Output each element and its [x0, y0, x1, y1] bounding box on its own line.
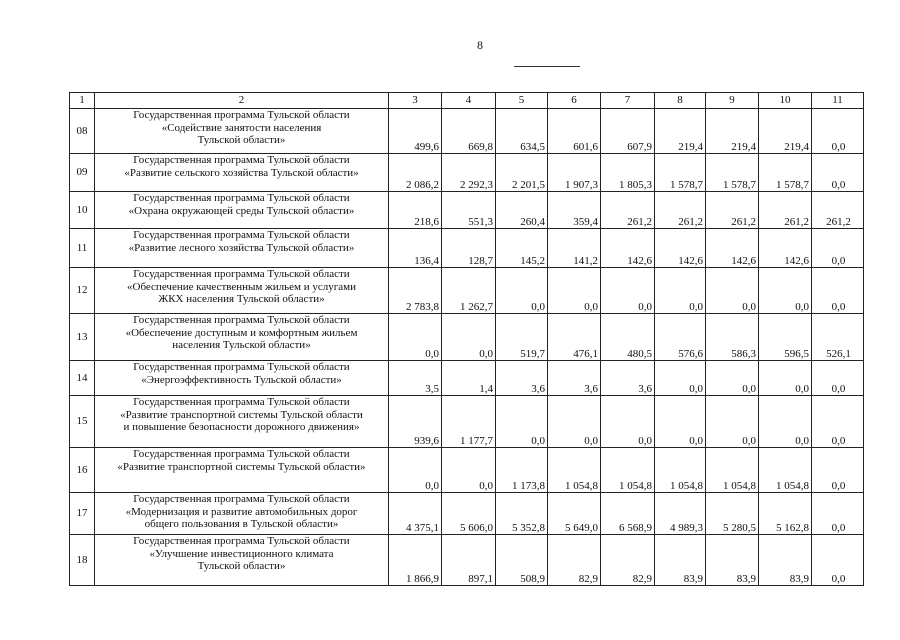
- program-name-line: Тульской области»: [197, 134, 286, 146]
- value-cell: 1 054,8: [759, 448, 812, 493]
- program-name: [95, 535, 389, 586]
- program-name-line: «Охрана окружающей среды Тульской области»: [128, 204, 355, 217]
- value-cell: 142,6: [601, 229, 655, 268]
- value-cell: 0,0: [812, 109, 864, 154]
- value-cell: 519,7: [496, 314, 548, 361]
- column-number-cell: 7: [601, 93, 655, 109]
- value-cell: 3,5: [389, 361, 442, 396]
- table-row: [70, 396, 864, 448]
- value-cell: 136,4: [389, 229, 442, 268]
- value-cell: 0,0: [655, 396, 706, 448]
- value-cell: 219,4: [759, 109, 812, 154]
- table-row: [70, 493, 864, 535]
- value-cell: 0,0: [759, 396, 812, 448]
- value-cell: 4 989,3: [655, 493, 706, 535]
- value-cell: 0,0: [548, 268, 601, 314]
- value-cell: 1 054,8: [655, 448, 706, 493]
- value-cell: 0,0: [812, 268, 864, 314]
- program-name-line: Тульской области»: [197, 560, 286, 572]
- program-name-line: «Модернизация и развитие автомобильных дорог: [125, 505, 358, 518]
- program-name-line: ЖКХ населения Тульской области»: [158, 293, 325, 305]
- value-cell: 2 086,2: [389, 154, 442, 192]
- program-name-line: Государственная программа Тульской области: [133, 535, 350, 547]
- program-code: 12: [70, 268, 95, 314]
- program-name-line: Государственная программа Тульской области: [133, 154, 350, 166]
- value-cell: 0,0: [812, 361, 864, 396]
- program-code: 16: [70, 448, 95, 493]
- value-cell: 1 578,7: [706, 154, 759, 192]
- program-name: [95, 314, 389, 361]
- table-row: [70, 229, 864, 268]
- value-cell: 1 578,7: [759, 154, 812, 192]
- program-name: [95, 109, 389, 154]
- value-cell: 1 054,8: [601, 448, 655, 493]
- program-name: [95, 192, 389, 229]
- value-cell: 1 805,3: [601, 154, 655, 192]
- value-cell: 0,0: [706, 361, 759, 396]
- value-cell: 0,0: [548, 396, 601, 448]
- value-cell: 0,0: [706, 268, 759, 314]
- value-cell: 0,0: [759, 361, 812, 396]
- table-row: [70, 109, 864, 154]
- value-cell: 2 201,5: [496, 154, 548, 192]
- program-name-line: Государственная программа Тульской области: [133, 448, 350, 460]
- program-name-line: Государственная программа Тульской области: [133, 192, 350, 204]
- program-name-line: Государственная программа Тульской области: [133, 314, 350, 326]
- value-cell: 0,0: [706, 396, 759, 448]
- value-cell: 0,0: [601, 396, 655, 448]
- value-cell: 4 375,1: [389, 493, 442, 535]
- value-cell: 359,4: [548, 192, 601, 229]
- value-cell: 1,4: [442, 361, 496, 396]
- program-name: [95, 396, 389, 448]
- value-cell: 142,6: [655, 229, 706, 268]
- value-cell: 499,6: [389, 109, 442, 154]
- value-cell: 3,6: [548, 361, 601, 396]
- value-cell: 261,2: [601, 192, 655, 229]
- value-cell: 83,9: [706, 535, 759, 586]
- column-number-cell: 10: [759, 93, 812, 109]
- value-cell: 5 280,5: [706, 493, 759, 535]
- value-cell: 0,0: [442, 448, 496, 493]
- value-cell: 1 866,9: [389, 535, 442, 586]
- program-code: 17: [70, 493, 95, 535]
- table-row: [70, 448, 864, 493]
- program-name: [95, 448, 389, 493]
- value-cell: 476,1: [548, 314, 601, 361]
- value-cell: 219,4: [706, 109, 759, 154]
- program-name-line: «Развитие сельского хозяйства Тульской области»: [124, 166, 359, 179]
- value-cell: 0,0: [389, 448, 442, 493]
- value-cell: 2 292,3: [442, 154, 496, 192]
- program-name-line: общего пользования в Тульской области»: [144, 518, 339, 530]
- value-cell: 141,2: [548, 229, 601, 268]
- program-name-line: «Развитие лесного хозяйства Тульской области»: [128, 241, 355, 254]
- column-number-cell: 4: [442, 93, 496, 109]
- program-name-line: Государственная программа Тульской области: [133, 109, 350, 121]
- table-row: [70, 361, 864, 396]
- column-number-cell: 11: [812, 93, 864, 109]
- value-cell: 1 907,3: [548, 154, 601, 192]
- value-cell: 1 578,7: [655, 154, 706, 192]
- column-number-cell: 1: [70, 93, 95, 109]
- program-name: [95, 229, 389, 268]
- program-name: [95, 361, 389, 396]
- program-name-line: «Обеспечение доступным и комфортным жильем: [125, 326, 358, 339]
- page-number: 8: [477, 38, 483, 52]
- value-cell: 82,9: [548, 535, 601, 586]
- value-cell: 601,6: [548, 109, 601, 154]
- column-number-row: [70, 93, 864, 109]
- value-cell: 5 162,8: [759, 493, 812, 535]
- value-cell: 5 352,8: [496, 493, 548, 535]
- value-cell: 0,0: [655, 361, 706, 396]
- value-cell: 897,1: [442, 535, 496, 586]
- program-name-line: Государственная программа Тульской области: [133, 493, 350, 505]
- value-cell: 142,6: [706, 229, 759, 268]
- table-row: [70, 314, 864, 361]
- value-cell: 669,8: [442, 109, 496, 154]
- program-name: [95, 268, 389, 314]
- value-cell: 261,2: [759, 192, 812, 229]
- value-cell: 586,3: [706, 314, 759, 361]
- value-cell: 128,7: [442, 229, 496, 268]
- value-cell: 218,6: [389, 192, 442, 229]
- value-cell: 6 568,9: [601, 493, 655, 535]
- value-cell: 142,6: [759, 229, 812, 268]
- value-cell: 0,0: [812, 493, 864, 535]
- value-cell: 260,4: [496, 192, 548, 229]
- program-name-line: и повышение безопасности дорожного движения»: [123, 421, 360, 433]
- value-cell: 261,2: [706, 192, 759, 229]
- column-number-cell: 5: [496, 93, 548, 109]
- column-number-cell: 2: [95, 93, 389, 109]
- value-cell: 0,0: [655, 268, 706, 314]
- value-cell: 261,2: [812, 192, 864, 229]
- value-cell: 261,2: [655, 192, 706, 229]
- value-cell: 480,5: [601, 314, 655, 361]
- value-cell: 1 262,7: [442, 268, 496, 314]
- program-name-line: населения Тульской области»: [172, 339, 311, 351]
- value-cell: 634,5: [496, 109, 548, 154]
- value-cell: 1 054,8: [548, 448, 601, 493]
- table-row: [70, 192, 864, 229]
- table-row: [70, 268, 864, 314]
- value-cell: 145,2: [496, 229, 548, 268]
- column-number-cell: 6: [548, 93, 601, 109]
- program-code: 11: [70, 229, 95, 268]
- column-number-cell: 8: [655, 93, 706, 109]
- value-cell: 0,0: [812, 535, 864, 586]
- value-cell: 0,0: [812, 229, 864, 268]
- value-cell: 82,9: [601, 535, 655, 586]
- program-name-line: «Обеспечение качественным жильем и услугами: [127, 280, 356, 293]
- value-cell: 3,6: [601, 361, 655, 396]
- value-cell: 0,0: [496, 268, 548, 314]
- value-cell: 2 783,8: [389, 268, 442, 314]
- table-row: [70, 154, 864, 192]
- value-cell: 0,0: [759, 268, 812, 314]
- value-cell: 0,0: [812, 396, 864, 448]
- program-code: 14: [70, 361, 95, 396]
- value-cell: 596,5: [759, 314, 812, 361]
- value-cell: 5 649,0: [548, 493, 601, 535]
- value-cell: 0,0: [442, 314, 496, 361]
- column-number-cell: 9: [706, 93, 759, 109]
- program-code: 10: [70, 192, 95, 229]
- program-name-line: Государственная программа Тульской области: [133, 396, 350, 408]
- value-cell: 83,9: [759, 535, 812, 586]
- program-name-line: «Развитие транспортной системы Тульской области: [120, 408, 363, 421]
- header-rule: [514, 66, 580, 67]
- value-cell: 0,0: [812, 448, 864, 493]
- value-cell: 219,4: [655, 109, 706, 154]
- value-cell: 0,0: [601, 268, 655, 314]
- value-cell: 0,0: [389, 314, 442, 361]
- value-cell: 5 606,0: [442, 493, 496, 535]
- value-cell: 83,9: [655, 535, 706, 586]
- program-code: 18: [70, 535, 95, 586]
- value-cell: 939,6: [389, 396, 442, 448]
- program-name-line: «Энергоэффективность Тульской области»: [141, 373, 342, 386]
- value-cell: 0,0: [812, 154, 864, 192]
- program-name: [95, 493, 389, 535]
- budget-programs-table: [69, 92, 864, 586]
- value-cell: 576,6: [655, 314, 706, 361]
- value-cell: 0,0: [496, 396, 548, 448]
- program-code: 09: [70, 154, 95, 192]
- program-name-line: «Улучшение инвестиционного климата: [149, 547, 334, 560]
- program-code: 15: [70, 396, 95, 448]
- value-cell: 3,6: [496, 361, 548, 396]
- value-cell: 526,1: [812, 314, 864, 361]
- program-name-line: Государственная программа Тульской области: [133, 229, 350, 241]
- program-name-line: «Развитие транспортной системы Тульской области»: [117, 460, 366, 473]
- value-cell: 1 054,8: [706, 448, 759, 493]
- table-row: [70, 535, 864, 586]
- value-cell: 551,3: [442, 192, 496, 229]
- value-cell: 1 173,8: [496, 448, 548, 493]
- program-code: 13: [70, 314, 95, 361]
- value-cell: 508,9: [496, 535, 548, 586]
- program-name-line: Государственная программа Тульской области: [133, 361, 350, 373]
- column-number-cell: 3: [389, 93, 442, 109]
- value-cell: 1 177,7: [442, 396, 496, 448]
- value-cell: 607,9: [601, 109, 655, 154]
- program-name: [95, 154, 389, 192]
- program-name-line: «Содействие занятости населения: [161, 121, 322, 134]
- program-name-line: Государственная программа Тульской области: [133, 268, 350, 280]
- program-code: 08: [70, 109, 95, 154]
